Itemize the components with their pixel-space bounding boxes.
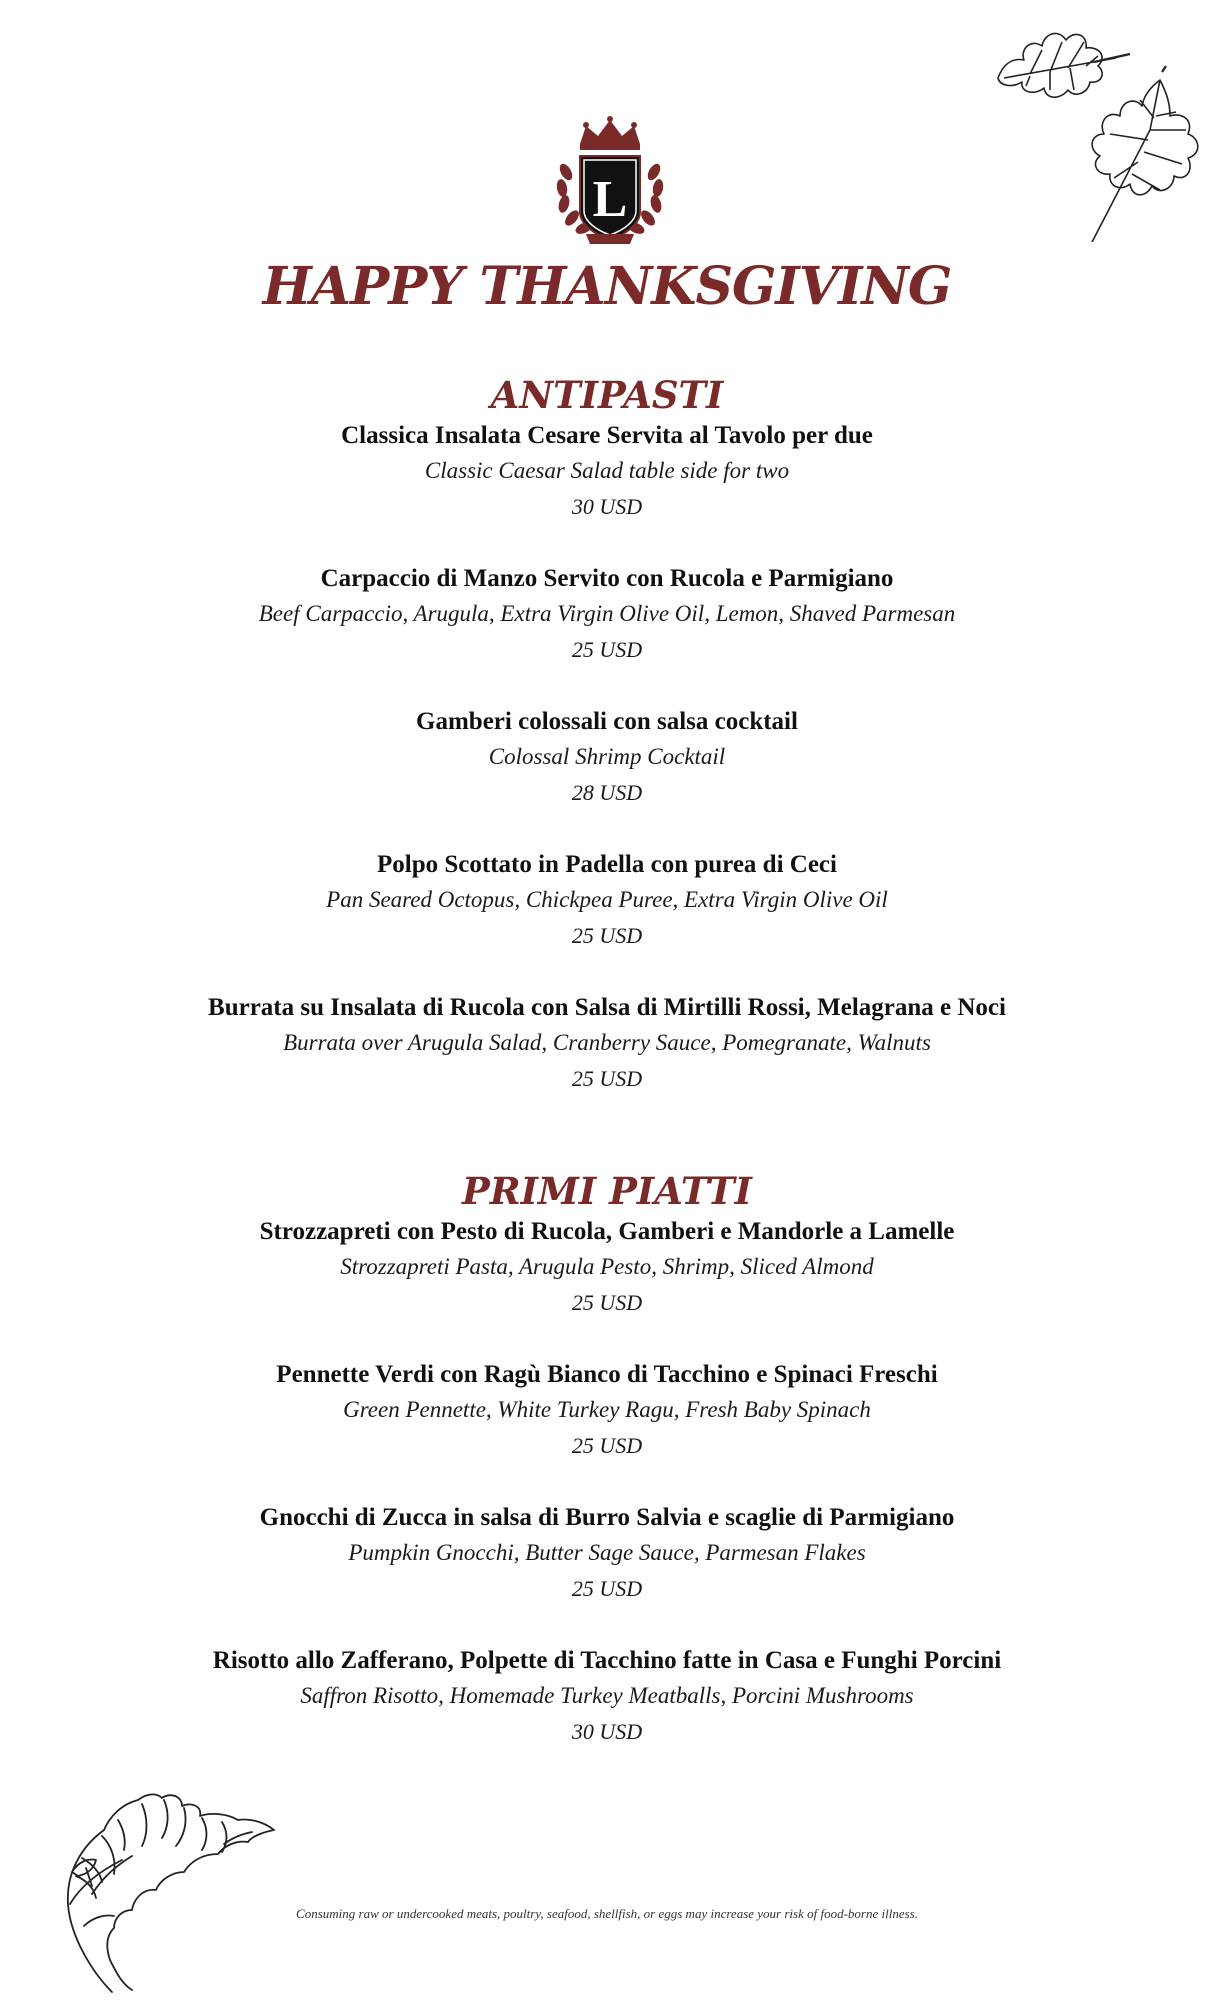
logo-letter: L [592, 171, 628, 228]
dish-price: 25 USD [571, 1433, 643, 1458]
section-primi-piatti [0, 1168, 1214, 1750]
dish-name: Gamberi colossali con salsa cocktail [416, 708, 798, 735]
dish-name: Carpaccio di Manzo Servito con Rucola e Parmigiano [320, 565, 894, 592]
dish-name: Pennette Verdi con Ragù Bianco di Tacchino e Spinaci Freschi [276, 1361, 938, 1388]
dish-description: Pumpkin Gnocchi, Butter Sage Sauce, Parmesan Flakes [348, 1540, 866, 1565]
menu-item [0, 847, 1214, 954]
section-title: ANTIPASTI [490, 373, 724, 417]
dish-price: 25 USD [571, 1576, 643, 1601]
dish-description: Strozzapreti Pasta, Arugula Pesto, Shrimp, Sliced Almond [340, 1254, 874, 1279]
crest-logo-icon [552, 116, 668, 250]
menu-item [0, 1500, 1214, 1607]
dish-name: Risotto allo Zafferano, Polpette di Tacchino fatte in Casa e Funghi Porcini [212, 1647, 1002, 1674]
dish-name: Polpo Scottato in Padella con purea di Ceci [377, 851, 837, 878]
dish-description: Saffron Risotto, Homemade Turkey Meatballs, Porcini Mushrooms [300, 1683, 914, 1708]
page-title: HAPPY THANKSGIVING [262, 256, 952, 317]
menu-item [0, 561, 1214, 668]
dish-description: Classic Caesar Salad table side for two [424, 458, 790, 483]
dish-name: Burrata su Insalata di Rucola con Salsa di Mirtilli Rossi, Melagrana e Noci [208, 994, 1006, 1021]
dish-price: 28 USD [571, 780, 643, 805]
dish-description: Pan Seared Octopus, Chickpea Puree, Extra Virgin Olive Oil [326, 887, 888, 912]
maple-leaves-icon [990, 20, 1210, 242]
menu-item [0, 990, 1214, 1097]
dish-price: 30 USD [571, 1719, 643, 1744]
menu-item [0, 418, 1214, 525]
dish-price: 25 USD [571, 1066, 643, 1091]
section-antipasti [0, 372, 1214, 1097]
dish-name: Gnocchi di Zucca in salsa di Burro Salvia e scaglie di Parmigiano [259, 1504, 955, 1531]
dish-description: Beef Carpaccio, Arugula, Extra Virgin Olive Oil, Lemon, Shaved Parmesan [258, 601, 956, 626]
dish-description: Burrata over Arugula Salad, Cranberry Sauce, Pomegranate, Walnuts [283, 1030, 931, 1055]
dish-name: Strozzapreti con Pesto di Rucola, Gamberi e Mandorle a Lamelle [259, 1218, 955, 1245]
dish-price: 25 USD [571, 923, 643, 948]
dish-description: Colossal Shrimp Cocktail [488, 744, 726, 769]
dish-name: Classica Insalata Cesare Servita al Tavolo per due [341, 422, 873, 449]
dish-price: 30 USD [571, 494, 643, 519]
menu-item [0, 1357, 1214, 1464]
dish-price: 25 USD [571, 637, 643, 662]
dish-description: Green Pennette, White Turkey Ragu, Fresh Baby Spinach [343, 1397, 871, 1422]
menu-item [0, 1643, 1214, 1750]
food-safety-disclaimer: Consuming raw or undercooked meats, poultry, seafood, shellfish, or eggs may increase your risk of food-borne illness. [296, 1906, 918, 1921]
menu-item [0, 704, 1214, 811]
menu-item [0, 1214, 1214, 1321]
section-title: PRIMI PIATTI [462, 1169, 752, 1213]
dish-price: 25 USD [571, 1290, 643, 1315]
autumn-leaf-branch-icon [52, 1776, 298, 1996]
